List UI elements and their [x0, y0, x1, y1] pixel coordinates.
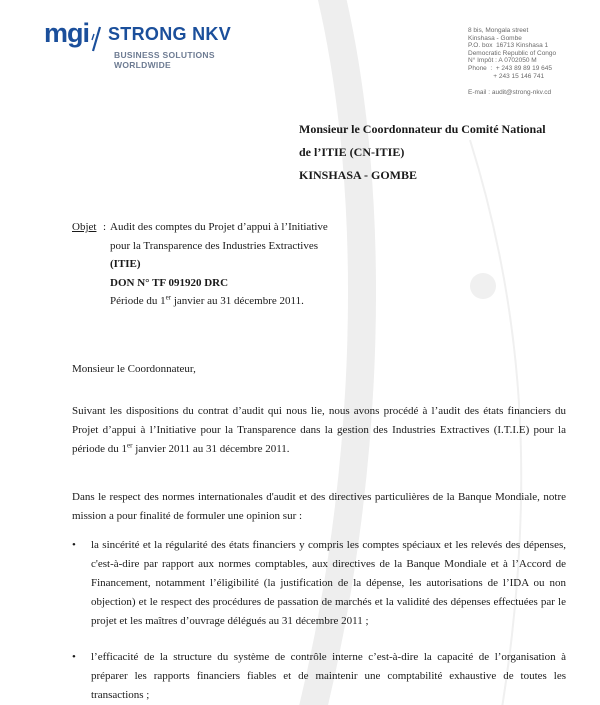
subject-period	[110, 292, 430, 311]
salutation: Monsieur le Coordonnateur,	[72, 363, 196, 375]
paragraph-2: Dans le respect des normes internationales d'audit et des directives particulières de la Banque Mondiale, notre mission a pour finalité de formuler une opinion sur :	[72, 491, 566, 522]
bullet-list	[72, 536, 566, 705]
recipient-block	[299, 118, 546, 187]
paragraph-1	[72, 402, 566, 459]
subject-line-1: Audit des comptes du Projet d’appui à l’Initiative	[110, 221, 328, 233]
address-line: Phone : + 243 89 89 19 645	[468, 64, 553, 72]
subject-line-3: (ITIE)	[110, 258, 141, 270]
logo-strong-nkv: STRONG NKV	[108, 24, 232, 44]
company-logo	[44, 12, 264, 76]
bullet-text: l’efficacité de la structure du système de contrôle interne c’est-à-dire la capacité de l’organisation à préparer les rapports financiers fiables et de maintenir une comptabilité exhaustive de toutes les transactions ;	[91, 651, 566, 701]
bullet-text: la sincérité et la régularité des états financiers y compris les comptes spéciaux et les relevés des dépenses, c'est-à-dire par rapport aux normes comptables, aux directives de la Banque Mondiale et à l’Accord de Financement, notamment l’éligibilité (la justification de la dépense, les autorisations de l’IDA ou non objection) et le respect des procédures de passation de marchés et la validité des dépenses effectuées par le projet et les maîtres d’ouvrage délégués au 31 décembre 2011 ;	[91, 539, 566, 627]
bullet-dot: •	[72, 539, 76, 551]
logo-mgi: mgi	[44, 18, 90, 48]
subject-colon: :	[103, 221, 107, 233]
company-email: E-mail : audit@strong-nkv.cd	[468, 89, 552, 96]
logo-slash-icon	[90, 26, 104, 52]
recipient-line-1: Monsieur le Coordonnateur du Comité National	[299, 122, 546, 136]
bullet-dot: •	[72, 651, 76, 663]
subject-label: Objet	[72, 221, 97, 233]
subject-period-end: janvier au 31 décembre 2011.	[171, 295, 304, 307]
company-address	[468, 27, 556, 80]
address-line: Kinshasa - Gombe	[468, 34, 522, 42]
logo-tagline-2: WORLDWIDE	[114, 60, 171, 70]
logo-tagline-1: BUSINESS SOLUTIONS	[114, 50, 215, 60]
subject-period-sup: er	[165, 293, 172, 302]
list-item	[72, 648, 566, 705]
address-line: N° Impôt : A 0702050 M	[468, 57, 537, 65]
address-line: 8 bis, Mongala street	[468, 27, 529, 34]
subject-period-start: Période du 1	[110, 295, 166, 307]
subject-line-2: pour la Transparence des Industries Extractives	[110, 239, 319, 252]
list-item	[72, 536, 566, 631]
paragraph-1-end: janvier 2011 au 31 décembre 2011.	[132, 443, 290, 455]
address-line: P.O. box 16713 Kinshasa 1	[468, 42, 549, 50]
recipient-line-3: KINSHASA - GOMBE	[299, 168, 418, 182]
address-line: Democratic Republic of Congo	[468, 49, 557, 57]
paragraph-1-text: Suivant les dispositions du contrat d’audit qui nous lie, nous avons procédé à l’audit des états financiers du Projet d’appui à l’Initiative pour la Transparence dans la gestion des Industries Extractives (I.T.I.E) pour la période du 1	[72, 405, 566, 455]
paragraph-1-sup: er	[126, 441, 133, 450]
address-line: + 243 15 146 741	[468, 72, 545, 80]
subject-grant-number: DON N° TF 091920 DRC	[110, 276, 229, 289]
recipient-line-2: de l’ITIE (CN-ITIE)	[299, 145, 405, 159]
